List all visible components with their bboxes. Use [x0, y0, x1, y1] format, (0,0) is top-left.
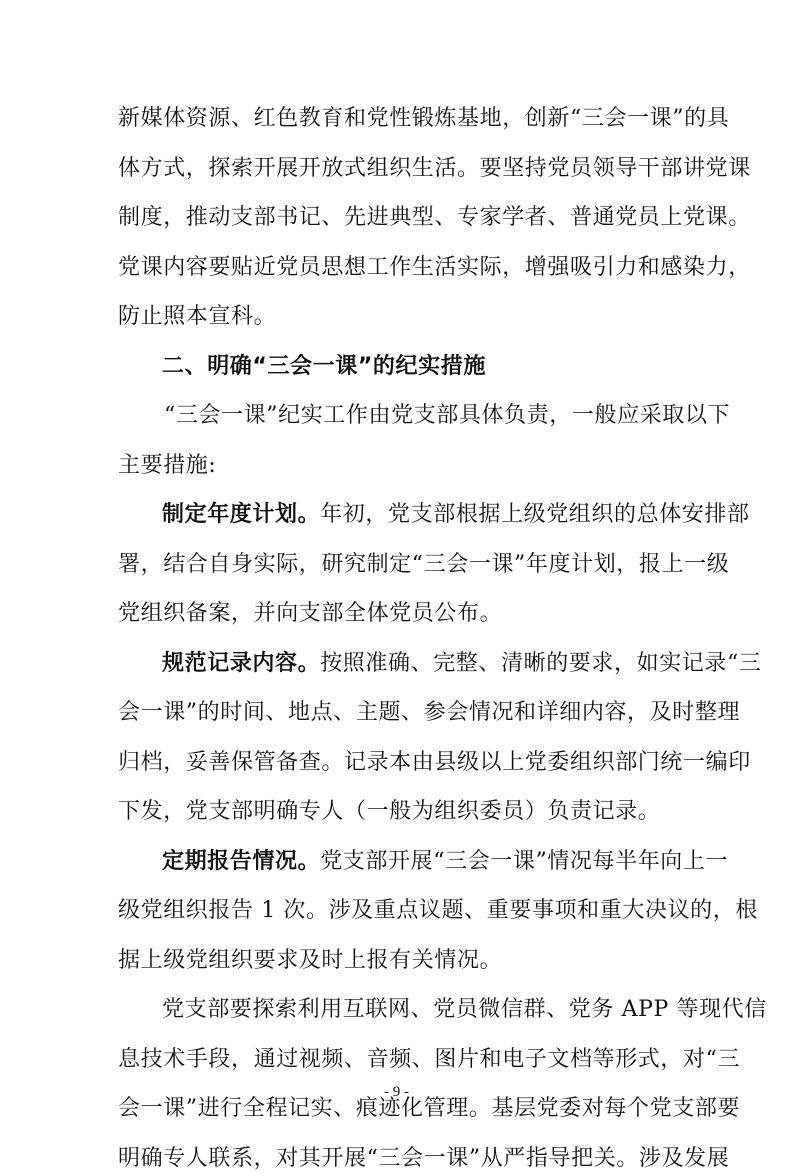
- closing-line: 会一课”进行全程记实、痕迹化管理。基层党委对每个党支部要: [118, 1096, 741, 1121]
- measure-lead: 制定年度计划。: [162, 502, 321, 527]
- measure-first-line: [162, 847, 728, 877]
- measure-first-line: [162, 500, 750, 530]
- measure-line: 下发，党支部明确专人（一般为组织委员）负责记录。: [118, 799, 661, 824]
- measure-line: 署，结合自身实际，研究制定“三会一课”年度计划，报上一级: [118, 551, 730, 577]
- measure-lead: 定期报告情况。: [162, 848, 321, 874]
- closing-line: 息技术手段，通过视频、音频、图片和电子文档等形式，对“三: [118, 1046, 741, 1072]
- measure-text: 党支部开展“三会一课”情况每半年向上一: [320, 848, 729, 874]
- paragraph-line: 新媒体资源、红色教育和党性锻炼基地，创新“三会一课”的具: [118, 106, 730, 131]
- page-number: - 9 -: [384, 1084, 409, 1100]
- paragraph-line: 防止照本宣科。: [118, 304, 277, 329]
- measure-lead: 规范记录内容。: [162, 650, 321, 676]
- measure-text: 按照准确、完整、清晰的要求，如实记录“三: [320, 650, 762, 676]
- section-heading: 二、明确“三会一课”的纪实措施: [162, 353, 486, 379]
- paragraph-line: 体方式，探索开展开放式组织生活。要坚持党员领导干部讲党课: [118, 155, 751, 181]
- paragraph-line: 党课内容要贴近党员思想工作生活实际，增强吸引力和感染力，: [118, 254, 751, 280]
- measure-line: 据上级党组织要求及时上报有关情况。: [118, 947, 503, 973]
- intro-line: “三会一课”纪实工作由党支部具体负责，一般应采取以下: [164, 403, 731, 428]
- intro-line: 主要措施:: [118, 452, 217, 478]
- measure-first-line: [162, 649, 761, 679]
- closing-line: 明确专人联系，对其开展“三会一课”从严指导把关。涉及发展: [118, 1145, 730, 1171]
- paragraph-line: 制度，推动支部书记、先进典型、专家学者、普通党员上党课。: [118, 205, 751, 230]
- measure-text: 年初，党支部根据上级党组织的总体安排部: [320, 502, 750, 527]
- closing-line: 党支部要探索利用互联网、党员微信群、党务 APP 等现代信: [162, 997, 767, 1022]
- measure-line: 会一课”的时间、地点、主题、参会情况和详细内容，及时整理: [118, 700, 741, 725]
- measure-line: 归档，妥善保管备查。记录本由县级以上党委组织部门统一编印: [118, 749, 751, 775]
- measure-line: 级党组织报告 1 次。涉及重点议题、重要事项和重大决议的，根: [118, 898, 758, 923]
- measure-line: 党组织备案，并向支部全体党员公布。: [118, 601, 503, 626]
